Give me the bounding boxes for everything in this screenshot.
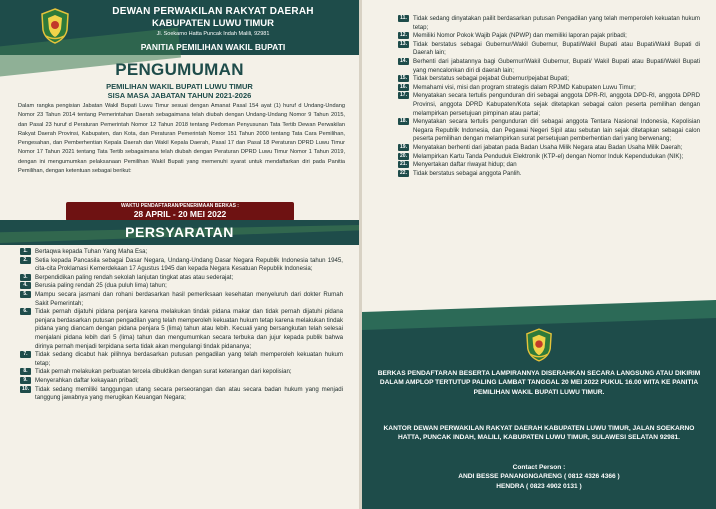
requirement-text: Tidak sedang dicabut hak pilihnya berdasarkan putusan pengadilan yang telah memperoleh kekuatan hukum tetap;: [35, 351, 343, 367]
requirement-number-badge: 8.: [20, 368, 31, 375]
requirement-item: [398, 92, 700, 118]
requirement-item: [398, 84, 700, 93]
announcement-subtitle1: PEMILIHAN WAKIL BUPATI LUWU TIMUR: [106, 82, 253, 91]
header-text: [78, 6, 348, 52]
requirement-text: Tidak sedang dinyatakan pailit berdasarkan putusan Pengadilan yang telah memperoleh kekuatan hukum tetap;: [413, 15, 700, 31]
requirement-item: [398, 144, 700, 153]
requirement-item: [398, 161, 700, 170]
registration-label: WAKTU PENDAFTARAN/PENERIMAAN BERKAS :: [121, 203, 239, 209]
requirement-item: [20, 291, 343, 308]
requirement-item: [398, 41, 700, 58]
requirement-number-badge: 10.: [20, 386, 31, 393]
requirement-text: Berhenti dari jabatannya bagi Gubernur/Wakil Gubernur, Bupati/ Wakil Bupati atau Bupati/Wakil Bupati yang mencalonkan diri di daerah lain;: [413, 57, 700, 74]
requirement-number-badge: 17.: [398, 92, 409, 99]
requirements-title: PERSYARATAN: [125, 224, 234, 240]
requirement-text: Menyertakan daftar riwayat hidup; dan: [413, 161, 517, 169]
requirements-list-right: [398, 15, 700, 178]
contact-person-2: HENDRA ( 0823 4902 0131 ): [496, 482, 582, 490]
footer-submission-text: BERKAS PENDAFTARAN BESERTA LAMPIRANNYA DISERAHKAN SECARA LANGSUNG ATAU DIKIRIM DALAM AMPLOP TERTUTUP PALING LAMBAT TANGGAL 20 MEI 2022 PUKUL 16.00 WITA KE PANITIA PEMILIHAN WAKIL BUPATI LUWU TIMUR.: [377, 370, 701, 396]
requirement-item: [398, 15, 700, 32]
requirements-list-left: [20, 248, 343, 403]
header-band: [0, 0, 359, 55]
requirement-text: Berpendidikan paling rendah sekolah lanjutan tingkat atas atau sederajat;: [35, 273, 234, 281]
header-line1: DEWAN PERWAKILAN RAKYAT DAERAH: [112, 6, 314, 17]
footer-office-text: KANTOR DEWAN PERWAKILAN RAKYAT DAERAH KABUPATEN LUWU TIMUR, JALAN SOEKARNO HATTA, PUNCAK INDAH, MALILI, KABUPATEN LUWU TIMUR, SULAWESI SELATAN 92981.: [383, 425, 695, 442]
requirement-item: [20, 282, 343, 291]
requirement-item: [20, 377, 343, 386]
requirement-text: Mampu secara jasmani dan rohani berdasarkan hasil pemeriksaan kesehatan menyeluruh dari dokter Rumah Sakit Pemerintah;: [35, 290, 343, 307]
requirement-number-badge: 2.: [20, 257, 31, 264]
requirement-item: [20, 386, 343, 403]
requirement-text: Tidak berstatus sebagai pejabat Gubernur/pejabat Bupati;: [413, 75, 569, 83]
requirement-number-badge: 3.: [20, 274, 31, 281]
header-line2: KABUPATEN LUWU TIMUR: [151, 18, 275, 29]
requirement-item: [398, 153, 700, 162]
requirement-text: Menyatakan secara tertulis pengunduran diri sebagai anggota DPR-RI, anggota DPD-RI, anggota DPRD Provinsi, anggota DPRD Kabupaten/Kota sejak ditetapkan sebagai calon peserta pemilihan dengan melampirkan persetujuan pimpinan atau partai;: [413, 92, 700, 117]
requirement-text: Tidak sedang memiliki tanggungan utang secara perseorangan dan atau secara badan hukum yang menjadi tanggung jawabnya yang merugikan Keuangan Negara;: [35, 385, 343, 402]
requirement-number-badge: 22.: [398, 170, 409, 177]
requirement-item: [398, 170, 700, 179]
requirement-number-badge: 6.: [20, 308, 31, 315]
requirement-number-badge: 7.: [20, 351, 31, 358]
requirement-text: Tidak berstatus sebagai anggota Panlih.: [413, 169, 522, 177]
requirement-item: [20, 248, 343, 257]
requirement-number-badge: 1.: [20, 248, 31, 255]
requirement-item: [398, 58, 700, 75]
requirement-number-badge: 15.: [398, 75, 409, 82]
header-address: Jl. Soekarno Hatta Puncak Indah Malili, 92981: [156, 31, 270, 37]
requirement-text: Menyerahkan daftar kekayaan pribadi;: [35, 376, 139, 384]
requirement-text: Melampirkan Kartu Tanda Penduduk Elektronik (KTP-el) dengan Nomor Induk Kependudukan (NIK);: [413, 152, 684, 160]
requirement-number-badge: 11.: [398, 15, 409, 22]
requirement-item: [398, 75, 700, 84]
requirement-number-badge: 18.: [398, 118, 409, 125]
header-committee: PANITIA PEMILIHAN WAKIL BUPATI: [140, 42, 286, 52]
requirement-number-badge: 19.: [398, 144, 409, 151]
requirement-number-badge: 9.: [20, 377, 31, 384]
requirement-number-badge: 13.: [398, 41, 409, 48]
requirement-text: Setia kepada Pancasila sebagai Dasar Negara, Undang-Undang Dasar Negara Republik Indonesia tahun 1945, cita-cita Proklamasi Kemerdekaan 17 Agustus 1945 dan kepada Negara Kesatuan Republik Indonesia;: [35, 256, 343, 273]
requirement-number-badge: 5.: [20, 291, 31, 298]
requirement-number-badge: 4.: [20, 282, 31, 289]
requirement-text: Tidak pernah melakukan perbuatan tercela dibuktikan dengan surat keterangan dari kepolisian;: [35, 368, 292, 376]
requirement-number-badge: 12.: [398, 32, 409, 39]
requirement-text: Menyatakan berhenti dari jabatan pada Badan Usaha Milik Negara atau Badan Usaha Milik Daerah;: [413, 143, 683, 151]
requirement-text: Memiliki Nomor Pokok Wajib Pajak (NPWP) dan memiliki laporan pajak pribadi;: [413, 32, 627, 40]
requirement-text: Tidak berstatus sebagai Gubernur/Wakil Gubernur, Bupati/Wakil Bupati atau Bupati/Wakil Bupati di Daerah lain;: [413, 40, 700, 57]
announcement-subtitle2: SISA MASA JABATAN TAHUN 2021-2026: [107, 91, 252, 100]
requirement-number-badge: 21.: [398, 161, 409, 168]
requirement-item: [20, 274, 343, 283]
requirement-item: [20, 308, 343, 351]
contact-label: Contact Person :: [512, 464, 566, 471]
requirement-item: [398, 32, 700, 41]
regency-emblem-icon: [525, 328, 553, 362]
requirement-text: Memahami visi, misi dan program strategis dalam RPJMD Kabupaten Luwu Timur;: [413, 83, 636, 91]
requirement-item: [20, 257, 343, 274]
requirement-item: [20, 351, 343, 368]
regency-emblem-icon: [40, 8, 70, 44]
announcement-title: PENGUMUMAN: [115, 60, 244, 79]
registration-period-box: [66, 202, 294, 221]
requirement-item: [20, 368, 343, 377]
announcement-intro: Dalam rangka pengisian Jabatan Wakil Bupati Luwu Timur sesuai dengan Amanat Pasal 154 ayat (1) huruf d Undang-Undang Nomor 23 Tahun 2014 tentang Pemerintahan Daerah sebagaimana telah diubah dengan Undang-Undang Nomor 9 Tahun 2015, dan Pasal 23 huruf d Peraturan Pemerintah Nomor 12 Tahun 2018 tentang Pedoman Penyusunan Tata Tertib Dewan Perwakilan Rakyat Daerah Provinsi, Kabupaten, dan Kota, dan Peraturan Pemerintah Nomor 151 Tahun 2000 tentang Tata Cara Pemilihan, Pengesahan, dan Pemberhentian Kepala Daerah dan Wakil Kepala Daerah, Pasal 17 dan Pasal 18 Peraturan DPRD Luwu Timur Nomor 17 Tahun 2021 tentang Tata Tertib sebagaimana telah diubah dengan Peraturan DPRD Luwu Timur Nomor 1 Tahun 2019, dengan ini mengumumkan pelaksanaan Pemilihan Wakil Bupati yang memenuhi syarat untuk mendaftarkan diri pada Panitia Pemilihan, dengan ketentuan sebagai berikut:: [18, 103, 345, 175]
requirement-item: [398, 118, 700, 144]
requirement-text: Tidak pernah dijatuhi pidana penjara karena melakukan tindak pidana makar dan tidak pernah dijatuhi pidana penjara berdasarkan putusan pengadilan yang telah memperoleh kekuatan hukum tetap karena melakukan tindak pidana yang diancam dengan pidana penjara 5 (lima) tahun atau lebih. Kecuali yang bersangkutan telah selesai menjalani pidana lebih dari 5 (lima) tahun dan mengumumkan secara terbuka dan jujur kepada publik bahwa dirinya pernah menjadi terpidana serta tidak akan mengulangi tindak pidananya;: [35, 308, 343, 350]
requirement-number-badge: 20.: [398, 153, 409, 160]
right-panel: [362, 0, 716, 509]
requirement-number-badge: 16.: [398, 84, 409, 91]
requirement-text: Bertaqwa kepada Tuhan Yang Maha Esa;: [35, 248, 148, 255]
requirement-text: Berusia paling rendah 25 (dua puluh lima) tahun;: [35, 282, 167, 290]
contact-person-1: ANDI BESSE PANANGNGARENG ( 0812 4326 4366 ): [458, 473, 620, 481]
footer-contact: [376, 463, 702, 491]
requirement-number-badge: 14.: [398, 58, 409, 65]
requirement-text: Menyatakan secara tertulis pengunduran diri sebagai anggota Tentara Nasional Indonesia, Kepolisian Negara Republik Indonesia, dan Pegawai Negeri Sipil atau sebutan lain sejak ditetapkan sebagai calon peserta pemilihan dengan melampirkan surat persetujuan pemberhentian dari yang berwenang;: [413, 118, 700, 143]
registration-dates: 28 APRIL - 20 MEI 2022: [133, 209, 227, 219]
